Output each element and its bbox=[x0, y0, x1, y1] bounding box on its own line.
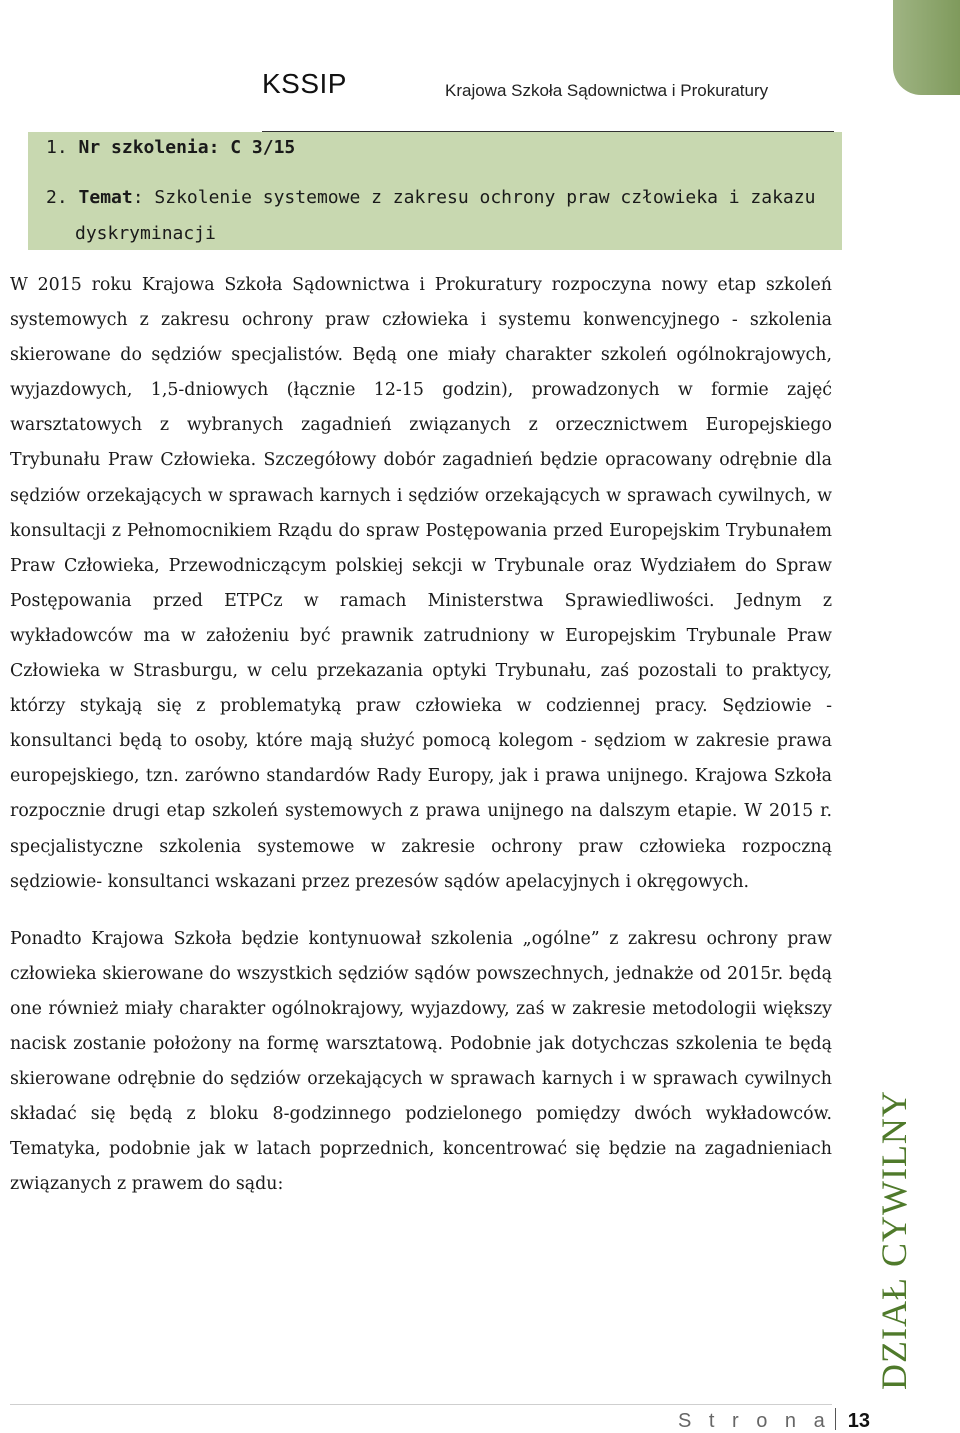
footer-divider bbox=[10, 1404, 832, 1405]
page-word: S t r o n a bbox=[678, 1410, 831, 1432]
page-number: 13 bbox=[847, 1410, 870, 1432]
training-number-item bbox=[46, 137, 295, 158]
item-label: Nr szkolenia bbox=[78, 137, 209, 158]
item-number: 1. bbox=[46, 137, 68, 158]
document-body bbox=[10, 268, 832, 1202]
item-value: : Szkolenie systemowe z zakresu ochrony praw człowieka i zakazu bbox=[132, 187, 816, 208]
training-topic-item bbox=[46, 180, 836, 252]
item-label: Temat bbox=[78, 187, 133, 208]
item-number: 2. bbox=[46, 187, 68, 208]
body-paragraph-1: W 2015 roku Krajowa Szkoła Sądownictwa i Prokuratury rozpoczyna nowy etap szkoleń systemowych z zakresu ochrony praw człowieka i systemu konwencyjnego - szkolenia skierowane do sędziów specjalistów. Będą one miały charakter szkoleń ogólnokrajowych, wyjazdowych, 1,5-dniowych (łącznie 12-15 godzin), prowadzonych w formie zajęć warsztatowych z wybranych zagadnień związanych z orzecznictwem Europejskiego Trybunału Praw Człowieka. Szczegółowy dobór zagadnień będzie opracowany odrębnie dla sędziów orzekających w sprawach karnych i sędziów orzekających w sprawach cywilnych, w konsultacji z Pełnomocnikiem Rządu do spraw Postępowania przed Europejskim Trybunałem Praw Człowieka, Przewodniczącym polskiej sekcji w Trybunale oraz Wydziałem do Spraw Postępowania przed ETPCz w ramach Ministerstwa Sprawiedliwości. Jednym z wykładowców ma w założeniu być prawnik zatrudniony w Europejskim Trybunale Praw Człowieka w Strasburgu, w celu przekazania optyki Trybunału, zaś pozostali to praktycy, którzy stykają się z problematyką praw człowieka w codziennej pracy. Sędziowie - konsultanci będą to osoby, które mają służyć pomocą kolegom - sędziom w zakresie prawa europejskiego, tzn. zarówno standardów Rady Europy, jak i prawa unijnego. Krajowa Szkoła rozpocznie drugi etap szkoleń systemowych z prawa unijnego na dalszym etapie. W 2015 r. specjalistyczne szkolenia systemowe w zakresie ochrony praw człowieka rozpoczną sędziowie- konsultanci wskazani przez prezesów sądów apelacyjnych i okręgowych. bbox=[10, 275, 832, 892]
footer-separator bbox=[835, 1408, 836, 1430]
item-value: : C 3/15 bbox=[208, 137, 296, 158]
section-side-label: DZIAŁ CYWILNY bbox=[874, 1090, 914, 1390]
header-school-name: Krajowa Szkoła Sądownictwa i Prokuratury bbox=[445, 81, 769, 100]
body-paragraph-2: Ponadto Krajowa Szkoła będzie kontynuował szkolenia „ogólne” z zakresu ochrony praw człowieka skierowane do wszystkich sędziów sądów powszechnych, jednakże od 2015r. będą one również miały charakter ogólnokrajowy, wyjazdowy, zaś w zakresie metodologii większy nacisk zostanie położony na formę warsztatową. Podobnie jak dotychczas szkolenia te będą skierowane odrębnie do sędziów orzekających w sprawach karnych i w sprawach cywilnych składać się będą z bloku 8-godzinnego podzielonego pomiędzy dwóch wykładowców. Tematyka, podobnie jak w latach poprzednich, koncentrować się będzie na zagadnieniach związanych z prawem do sądu: bbox=[10, 928, 832, 1195]
corner-tab-decoration bbox=[893, 0, 960, 95]
page-footer bbox=[678, 1408, 870, 1433]
item-value-continuation: dyskryminacji bbox=[75, 223, 216, 244]
header-acronym: KSSIP bbox=[262, 68, 347, 99]
